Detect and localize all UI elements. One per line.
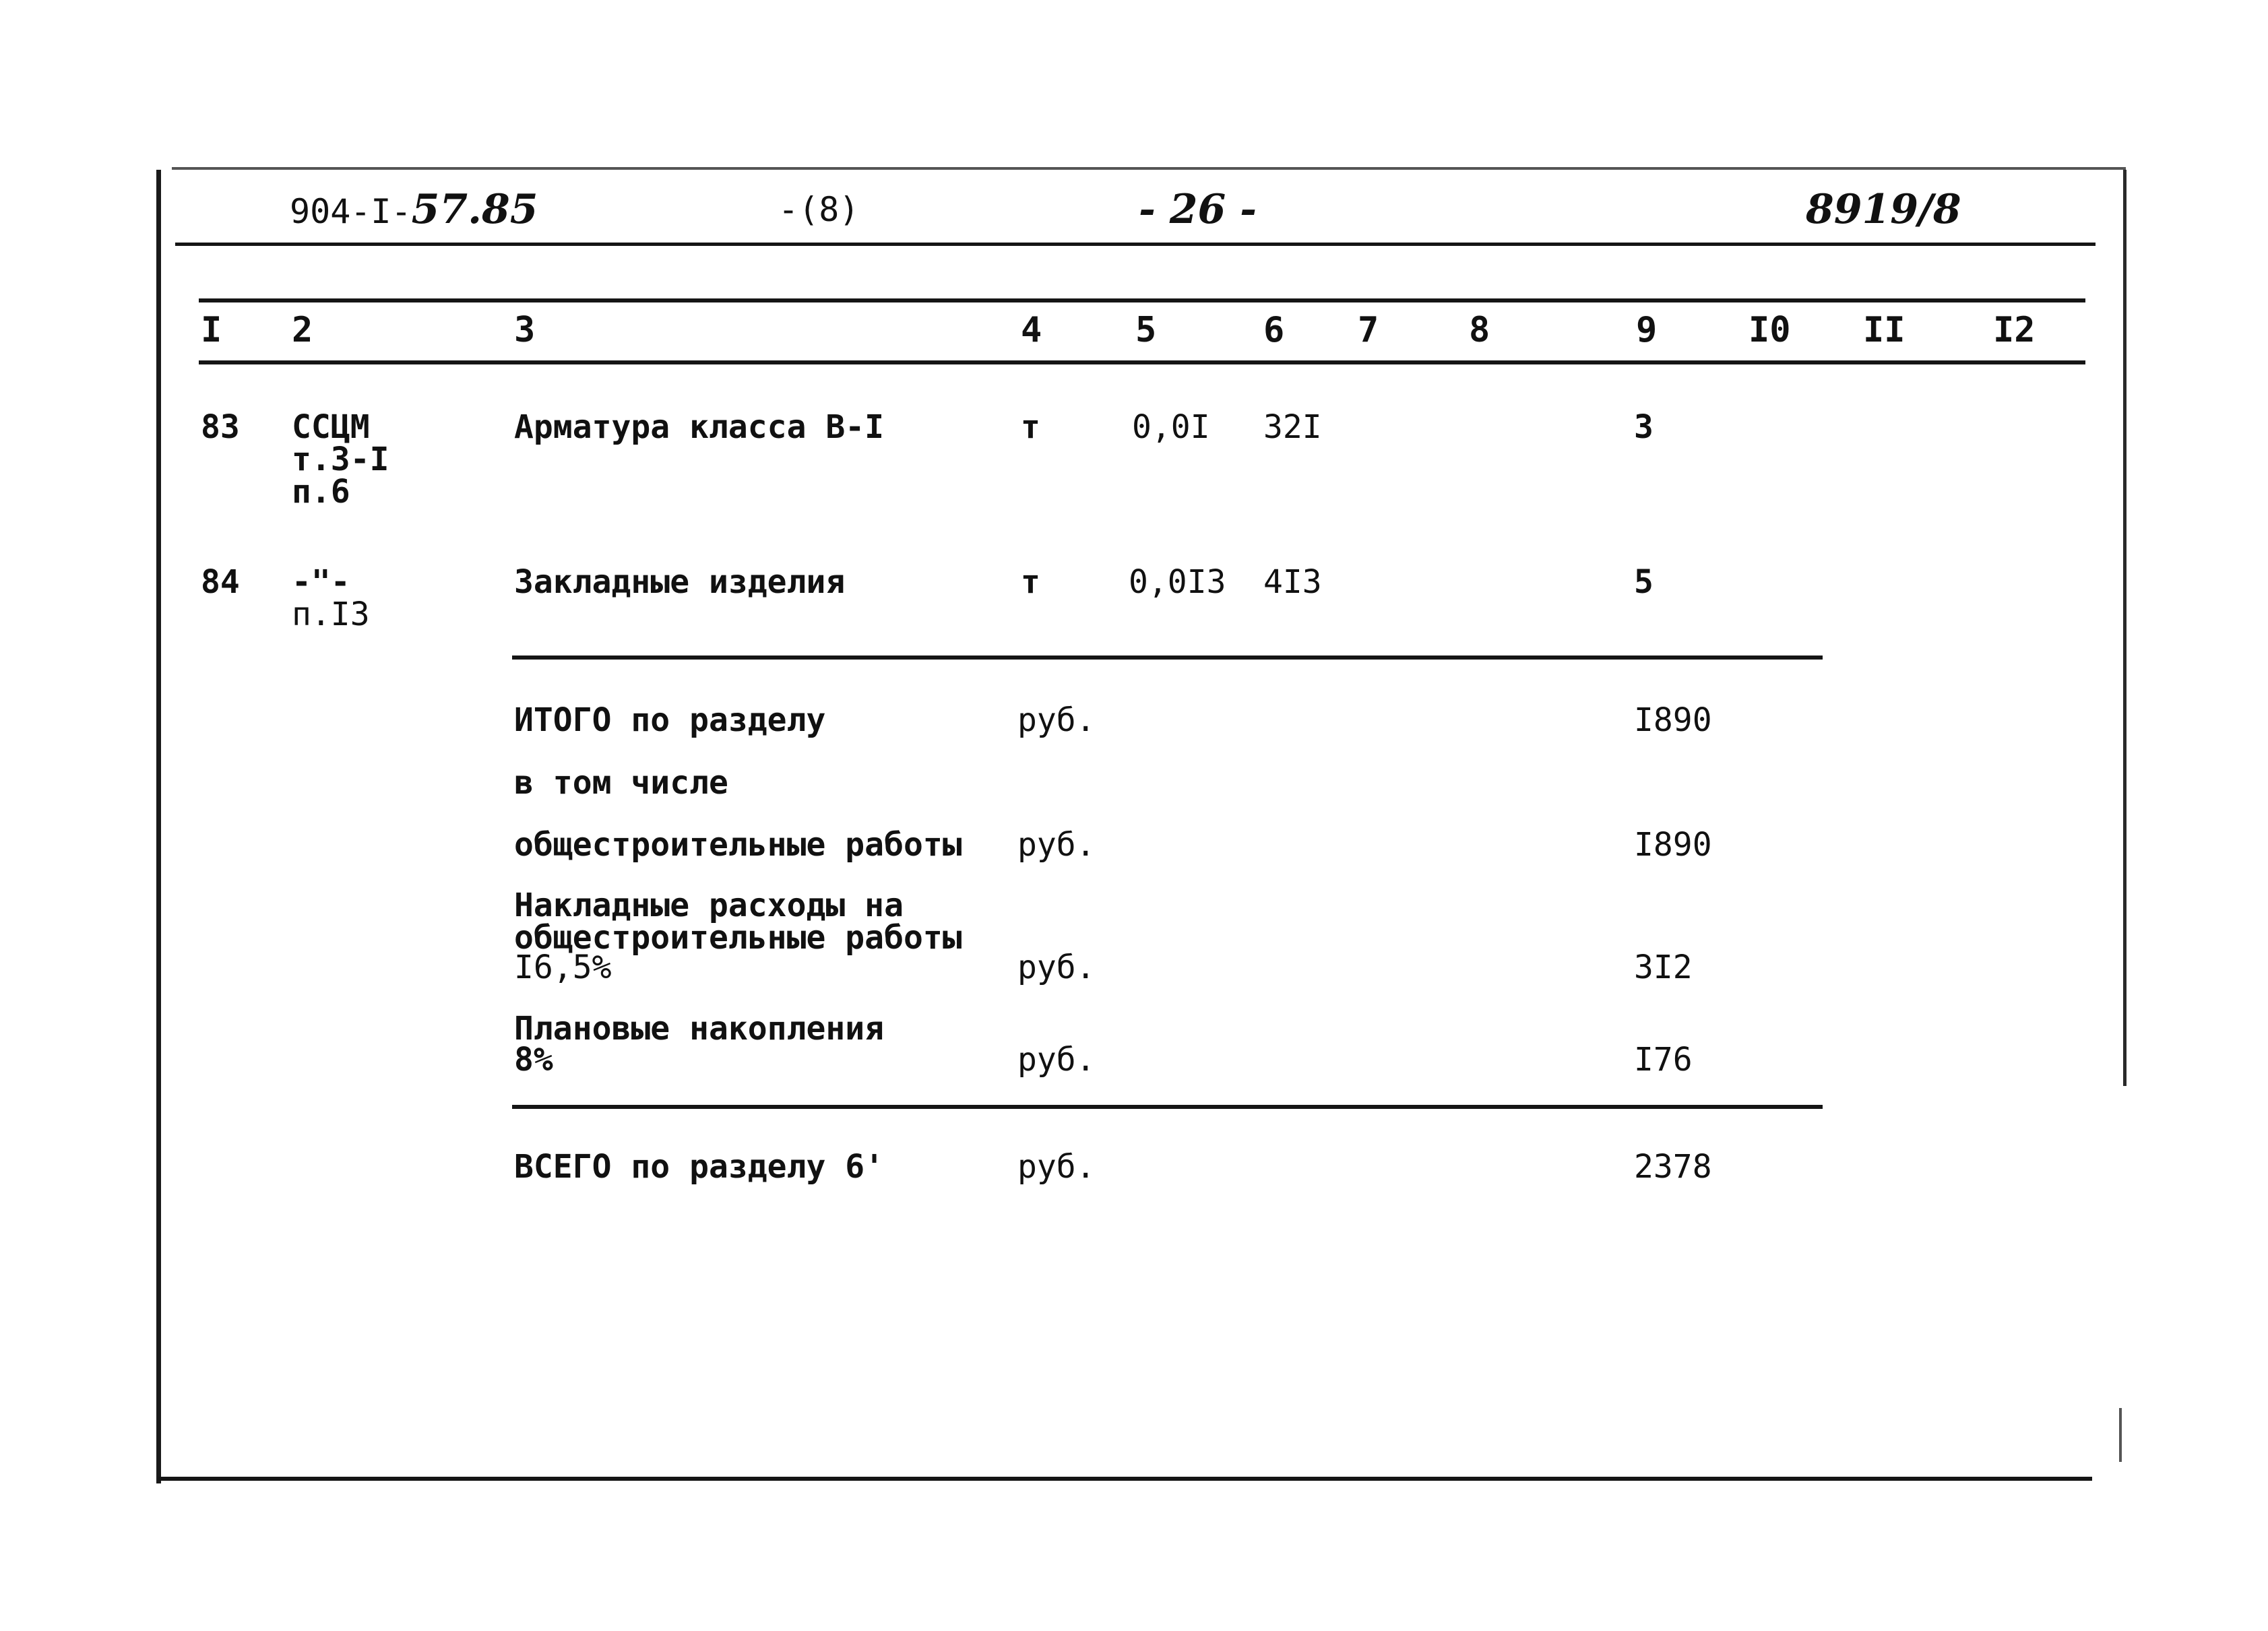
grand-total-label: ВСЕГО по разделу 6': [514, 1148, 885, 1186]
summary-label: 8%: [514, 1041, 553, 1079]
column-number: I2: [1993, 310, 2036, 350]
row-total: 5: [1634, 563, 1653, 601]
column-row-bottom-rule: [199, 360, 2085, 364]
column-number: 9: [1636, 310, 1658, 350]
summary-label: Плановые накопления: [514, 1010, 885, 1048]
sheet-number: -(8): [778, 190, 860, 229]
summary-label: ИТОГО по разделу: [514, 701, 826, 739]
column-number: I: [201, 310, 222, 350]
row-price: 32I: [1263, 408, 1322, 446]
row-quantity: 0,0I3: [1129, 563, 1226, 601]
row-quantity: 0,0I: [1132, 408, 1210, 446]
row-name: Закладные изделия: [514, 563, 846, 601]
header-separator: [175, 243, 2096, 246]
row-total: 3: [1634, 408, 1653, 446]
row-reference: п.6: [292, 473, 350, 511]
summary-total: I890: [1634, 826, 1712, 864]
column-number: 6: [1263, 310, 1285, 350]
column-number: 7: [1358, 310, 1379, 350]
summary-label: общестроительные работы: [514, 919, 962, 957]
album-number: 8919/8: [1806, 186, 1961, 233]
document-code: 904-I-57.85: [290, 186, 538, 233]
column-number: 8: [1469, 310, 1490, 350]
column-number: 5: [1135, 310, 1157, 350]
page-number: - 26 -: [1139, 186, 1257, 233]
row-number: 83: [201, 408, 240, 446]
row-unit: т: [1021, 408, 1040, 446]
column-number: 4: [1021, 310, 1042, 350]
row-reference: -"-: [292, 563, 350, 601]
summary-unit: руб.: [1017, 701, 1096, 739]
summary-label: общестроительные работы: [514, 826, 962, 864]
summary-label: Накладные расходы на: [514, 887, 904, 924]
summary-unit: руб.: [1017, 826, 1096, 864]
column-row-top-rule: [199, 298, 2085, 302]
column-number: 2: [292, 310, 313, 350]
summary-label: I6,5%: [514, 949, 612, 986]
column-number: II: [1863, 310, 1905, 350]
subtotal-rule: [512, 655, 1823, 660]
summary-unit: руб.: [1017, 1041, 1096, 1079]
column-number: 3: [514, 310, 536, 350]
row-number: 84: [201, 563, 240, 601]
row-unit: т: [1021, 563, 1040, 601]
summary-total: 3I2: [1634, 949, 1693, 986]
frame-right-border: [2123, 170, 2127, 1086]
summary-label: в том числе: [514, 764, 728, 802]
bottom-border: [158, 1477, 2092, 1481]
top-border: [172, 167, 2126, 170]
row-reference: ССЦМ: [292, 408, 370, 446]
summary-unit: руб.: [1017, 949, 1096, 986]
grand-total-rule: [512, 1105, 1823, 1109]
frame-right-border-mark: [2119, 1408, 2122, 1462]
row-reference: т.3-I: [292, 441, 389, 478]
row-name: Арматура класса В-I: [514, 408, 885, 446]
row-price: 4I3: [1263, 563, 1322, 601]
frame-left-border: [156, 170, 161, 1483]
grand-total-unit: руб.: [1017, 1148, 1096, 1186]
summary-total: I890: [1634, 701, 1712, 739]
row-reference: п.I3: [292, 596, 370, 633]
grand-total-value: 2378: [1634, 1148, 1712, 1186]
summary-total: I76: [1634, 1041, 1693, 1079]
column-number: I0: [1749, 310, 1791, 350]
